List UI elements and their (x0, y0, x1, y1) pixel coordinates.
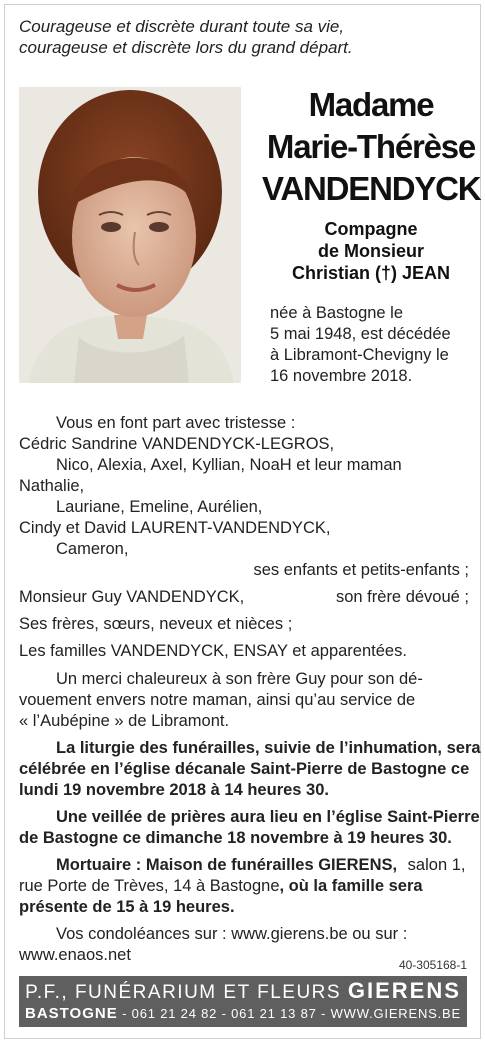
family-line: Cédric Sandrine VANDENDYCK-LEGROS, (19, 435, 335, 453)
banner-title (19, 976, 467, 1005)
brother-line (19, 587, 469, 608)
thanks-line: « l’Aubépine » de Libramont. (19, 712, 230, 730)
banner-city: BASTOGNE (25, 1005, 118, 1022)
deceased-title: Madame (308, 86, 434, 123)
vigil-line: Une veillée de prières aura lieu en l’église Saint-Pierre (56, 808, 480, 826)
vigil-paragraph (19, 807, 480, 849)
companion-line: de Monsieur (317, 241, 424, 261)
family-line: Cameron, (56, 540, 129, 558)
funeral-line: lundi 19 novembre 2018 à 14 heures 30. (19, 781, 329, 799)
birth-death-info (270, 303, 468, 387)
mortuary-line (19, 855, 469, 876)
birth-line: 16 novembre 2018. (270, 367, 413, 385)
portrait-illustration (19, 87, 241, 383)
funeral-home-banner (19, 976, 467, 1027)
notice-body (19, 413, 481, 966)
banner-contacts (19, 1005, 467, 1023)
family-line: Lauriane, Emeline, Aurélien, (56, 498, 263, 516)
family-intro: Vous en font part avec tristesse : (56, 414, 296, 432)
family-line: ses enfants et petits-enfants ; (253, 561, 469, 579)
banner-contact-details: - 061 21 24 82 - 061 21 13 87 - WWW.GIERENS.BE (117, 1006, 461, 1021)
brother-role: son frère dévoué ; (336, 588, 469, 606)
portrait-photo (19, 87, 241, 383)
funeral-paragraph (19, 738, 481, 801)
condolences-link[interactable]: www.enaos.net (19, 946, 131, 964)
companion-line: Compagne (324, 219, 418, 239)
family-line: Cindy et David LAURENT-VANDENDYCK, (19, 519, 331, 537)
epitaph-quote (19, 16, 469, 58)
birth-line: née à Bastogne le (270, 304, 404, 322)
epitaph-line: Courageuse et discrète durant toute sa vie, (19, 17, 345, 36)
mortuary-address: rue Porte de Trèves, 14 à Bastogne (19, 877, 280, 895)
mortuary-label: Mortuaire : Maison de funérailles GIERENS, (56, 856, 398, 874)
funeral-line: célébrée en l’église décanale Saint-Pierre de Bastogne ce (19, 760, 470, 778)
families-line: Les familles VANDENDYCK, ENSAY et apparentées. (19, 642, 407, 660)
family-line: Nico, Alexia, Axel, Kyllian, NoaH et leur maman (56, 456, 402, 474)
companion-line: Christian (†) JEAN (291, 263, 451, 283)
mortuary-family-presence: , où la famille sera (279, 877, 423, 895)
birth-line: 5 mai 1948, est décédée (270, 325, 451, 343)
deceased-first-name: Marie-Thérèse (266, 128, 476, 165)
epitaph-line: courageuse et discrète lors du grand départ. (19, 38, 353, 57)
mortuary-hours: présente de 15 à 19 heures. (19, 898, 235, 916)
mortuary-line (19, 876, 469, 897)
birth-line: à Libramont-Chevigny le (270, 346, 449, 364)
brother-name: Monsieur Guy VANDENDYCK, (19, 588, 245, 606)
thanks-line: vouement envers notre maman, ainsi qu’au service de (19, 691, 416, 709)
banner-brand: GIERENS (347, 978, 461, 1003)
mortuary-room: salon 1, (407, 856, 466, 874)
condolences-line: Vos condoléances sur : www.gierens.be ou sur : (56, 925, 408, 943)
reference-number: 40-305168-1 (398, 958, 467, 972)
family-line: Nathalie, (19, 477, 85, 495)
companion-block (262, 218, 480, 284)
mortuary-paragraph (19, 855, 469, 918)
thanks-paragraph (19, 669, 469, 732)
banner-prefix: P.F., FUNÉRARIUM ET FLEURS (25, 982, 342, 1003)
vigil-line: de Bastogne ce dimanche 18 novembre à 19 heures 30. (19, 829, 452, 847)
funeral-line: La liturgie des funérailles, suivie de l’inhumation, sera (56, 739, 481, 757)
siblings-line: Ses frères, sœurs, neveux et nièces ; (19, 615, 293, 633)
thanks-line: Un merci chaleureux à son frère Guy pour son dé- (56, 670, 423, 688)
deceased-name (262, 84, 480, 210)
deceased-last-name: VANDENDYCK (262, 170, 481, 207)
